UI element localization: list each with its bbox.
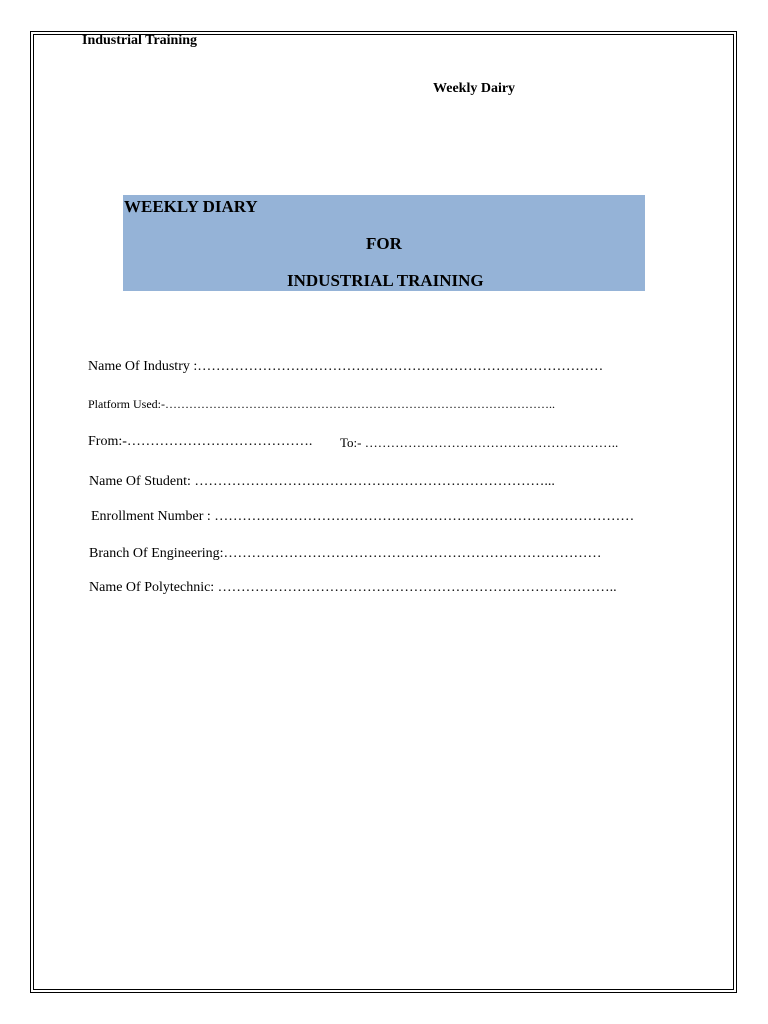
field-branch-of-engineering: Branch Of Engineering:……………………………………………………………………… [89, 546, 602, 561]
field-from: From:-…………………………………. [88, 434, 313, 449]
field-platform-used: Platform Used:-…………………………………………………………………………………….. [88, 397, 555, 411]
title-industrial-training: INDUSTRIAL TRAINING [287, 271, 484, 290]
title-weekly-diary: WEEKLY DIARY [124, 197, 258, 216]
title-for: FOR [366, 234, 402, 253]
running-header-left: Industrial Training [82, 33, 198, 48]
field-enrollment-number: Enrollment Number : ……………………………………………………………………………… [91, 509, 635, 524]
field-name-of-polytechnic: Name Of Polytechnic: ………………………………………………………………………….. [89, 580, 617, 595]
field-name-of-student: Name Of Student: …………………………………………………………………... [89, 474, 555, 489]
field-name-of-industry: Name Of Industry :…………………………………………………………………………… [88, 359, 604, 374]
running-header-right: Weekly Dairy [433, 81, 516, 96]
field-to: To:- ………………………………………………….. [340, 435, 619, 450]
